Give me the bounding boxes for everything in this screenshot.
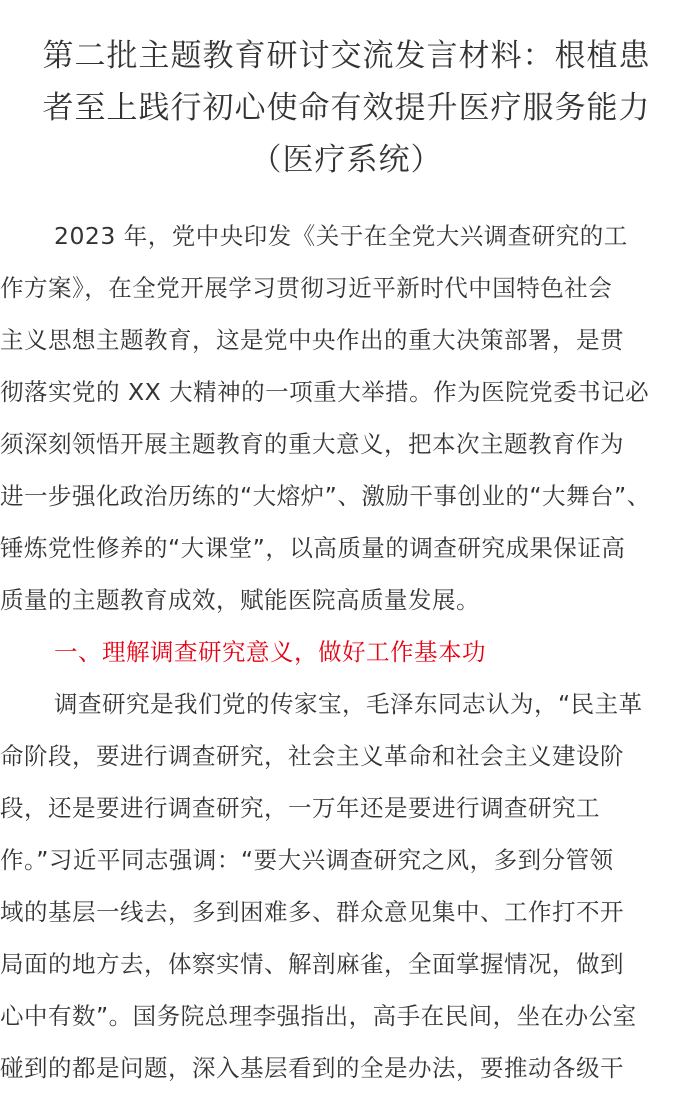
- paragraph-line: 进一步强化政治历练的“大熔炉”、激励干事创业的“大舞台”、: [0, 482, 651, 510]
- paragraph-line: 心中有数”。国务院总理李强指出，高手在民间，坐在办公室: [0, 1002, 637, 1030]
- paragraph-line: 2023 年，党中央印发《关于在全党大兴调查研究的工: [54, 222, 628, 250]
- paragraph-line: 调查研究是我们党的传家宝，毛泽东同志认为，“民主革: [54, 690, 643, 718]
- paragraph-line: 作。”习近平同志强调：“要大兴调查研究之风，多到分管领: [0, 846, 614, 874]
- paragraph-research: [0, 678, 693, 1094]
- paragraph-line: 质量的主题教育成效，赋能医院高质量发展。: [0, 586, 480, 614]
- paragraph-line: 域的基层一线去，多到困难多、群众意见集中、工作打不开: [0, 898, 624, 926]
- paragraph-line: 须深刻领悟开展主题教育的重大意义，把本次主题教育作为: [0, 430, 624, 458]
- article-body: [0, 210, 693, 1094]
- title-line: （医疗系统）: [250, 142, 443, 178]
- title-line: 者至上践行初心使命有效提升医疗服务能力: [42, 90, 651, 126]
- paragraph-intro: [0, 210, 693, 626]
- paragraph-line: 命阶段，要进行调查研究，社会主义革命和社会主义建设阶: [0, 742, 624, 770]
- article-title: [0, 0, 693, 186]
- paragraph-line: 段，还是要进行调查研究，一万年还是要进行调查研究工: [0, 794, 600, 822]
- paragraph-line: 作方案》，在全党开展学习贯彻习近平新时代中国特色社会: [0, 274, 613, 302]
- paragraph-line: 锤炼党性修养的“大课堂”，以高质量的调查研究成果保证高: [0, 534, 626, 562]
- section-heading: 一、理解调查研究意义，做好工作基本功: [54, 638, 486, 666]
- paragraph-line: 主义思想主题教育，这是党中央作出的重大决策部署，是贯: [0, 326, 624, 354]
- paragraph-line: 彻落实党的 XX 大精神的一项重大举措。作为医院党委书记必: [0, 378, 650, 406]
- paragraph-line: 局面的地方去，体察实情、解剖麻雀，全面掌握情况，做到: [0, 950, 624, 978]
- paragraph-line: 碰到的都是问题，深入基层看到的全是办法，要推动各级干: [0, 1054, 624, 1082]
- title-line: 第二批主题教育研讨交流发言材料：根植患: [42, 38, 651, 74]
